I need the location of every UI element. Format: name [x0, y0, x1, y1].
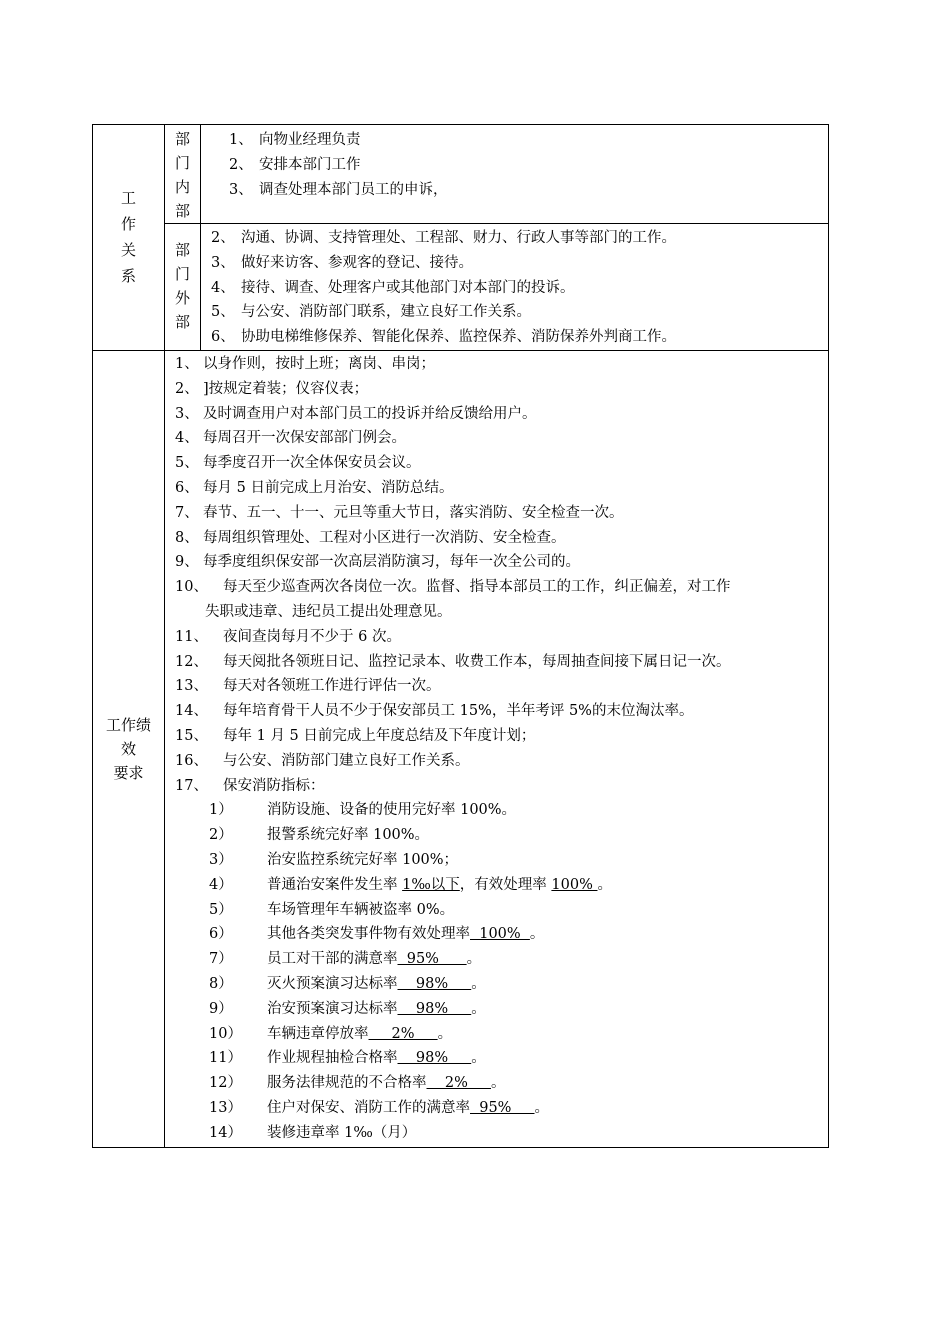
list-item: 9、 每季度组织保安部一次高层消防演习，每年一次全公司的。: [175, 554, 580, 571]
list-item: 16、 与公安、消防部门建立良好工作关系。: [175, 752, 470, 769]
list-item: 6、 协助电梯维修保养、智能化保养、监控保养、消防保养外判商工作。: [211, 329, 676, 346]
list-item: 1、 以身作则，按时上班；离岗、串岗；: [175, 355, 435, 372]
indicator-item: 14） 装修违章率 1‰（月）: [209, 1124, 417, 1141]
performance-row: [93, 350, 829, 1147]
list-item: 1、 向物业经理负责: [229, 132, 361, 148]
internal-label-cell: [165, 125, 201, 224]
list-item: 14、 每年培育骨干人员不少于保安部员工 15%，半年考评 5%的末位淘汰率。: [175, 703, 694, 720]
indicator-item: 13） 住户对保安、消防工作的满意率 95% 。: [209, 1099, 549, 1116]
relations-label: 工作关系: [120, 189, 136, 286]
indicator-item: 12） 服务法律规范的不合格率 2% 。: [209, 1075, 506, 1092]
external-label-cell: [165, 224, 201, 351]
list-item: 12、 每天阅批各领班日记、监控记录本、收费工作本，每周抽查间接下属日记一次。: [175, 653, 731, 670]
internal-label: 部门内部: [174, 130, 190, 220]
list-item: 2、 安排本部门工作: [229, 156, 361, 173]
list-item: 11、 夜间查岗每月不少于 6 次。: [175, 628, 401, 645]
list-item: 5、 与公安、消防部门联系，建立良好工作关系。: [211, 304, 531, 321]
performance-label-3: 要求: [113, 763, 144, 782]
list-item: 13、 每天对各领班工作进行评估一次。: [175, 678, 441, 695]
list-item: 17、 保安消防指标：: [175, 777, 325, 794]
relations-external-row: [93, 224, 829, 351]
performance-label-1: 工作绩: [105, 715, 151, 734]
indicator-item: 9） 治安预案演习达标率 98% 。: [209, 1000, 486, 1017]
external-label: 部门外部: [174, 241, 190, 331]
indicator-item: 5） 车场管理年车辆被盗率 0%。: [209, 901, 455, 918]
indicator-item: 4） 普通治安案件发生率 1‰以下，有效处理率 100% 。: [209, 876, 612, 893]
list-item: 6、 每月 5 日前完成上月治安、消防总结。: [175, 479, 454, 496]
relations-label-cell: [93, 125, 165, 351]
indicator-item: 6） 其他各类突发事件物有效处理率 100% 。: [209, 926, 545, 943]
list-item: 2、 沟通、协调、支持管理处、工程部、财力、行政人事等部门的工作。: [211, 230, 676, 246]
indicator-item: 3） 治安监控系统完好率 100%；: [209, 851, 459, 868]
list-item-continuation: 失职或违章、违纪员工提出处理意见。: [205, 603, 452, 620]
list-item: 5、 每季度召开一次全体保安员会议。: [175, 455, 421, 472]
list-item: 4、 每周召开一次保安部部门例会。: [175, 430, 406, 447]
list-item: 3、 做好来访客、参观客的登记、接待。: [211, 254, 473, 271]
list-item: 15、 每年 1 月 5 日前完成上年度总结及下年度计划；: [175, 727, 536, 744]
list-item: 8、 每周组织管理处、工程对小区进行一次消防、安全检查。: [175, 529, 566, 546]
indicator-item: 11） 作业规程抽检合格率 98% 。: [209, 1050, 486, 1067]
list-item: 3、 调查处理本部门员工的申诉，: [229, 181, 448, 198]
list-item: 7、 春节、五一、十一、元旦等重大节日，落实消防、安全检查一次。: [175, 504, 624, 521]
list-item: 2、 ]按规定着装；仪容仪表；: [175, 380, 369, 397]
relations-internal-row: [93, 125, 829, 224]
performance-content: [165, 350, 829, 1147]
indicator-item: 8） 灭火预案演习达标率 98% 。: [209, 975, 486, 992]
internal-content: [201, 125, 829, 224]
list-item: 4、 接待、调查、处理客户或其他部门对本部门的投诉。: [211, 279, 575, 296]
indicator-item: 2） 报警系统完好率 100%。: [209, 827, 430, 844]
indicator-item: 7） 员工对干部的满意率 95% 。: [209, 951, 482, 968]
job-description-table: [92, 124, 829, 1148]
external-content: [201, 224, 829, 351]
list-item: 3、 及时调查用户对本部门员工的投诉并给反馈给用户。: [175, 405, 537, 422]
indicator-item: 10） 车辆违章停放率 2% 。: [209, 1025, 453, 1042]
performance-label-cell: [93, 350, 165, 1147]
performance-label-2: 效: [120, 739, 136, 758]
list-item: 10、 每天至少巡查两次各岗位一次。监督、指导本部员工的工作，纠正偏差，对工作: [175, 579, 731, 596]
indicator-item: 1） 消防设施、设备的使用完好率 100%。: [209, 802, 517, 819]
